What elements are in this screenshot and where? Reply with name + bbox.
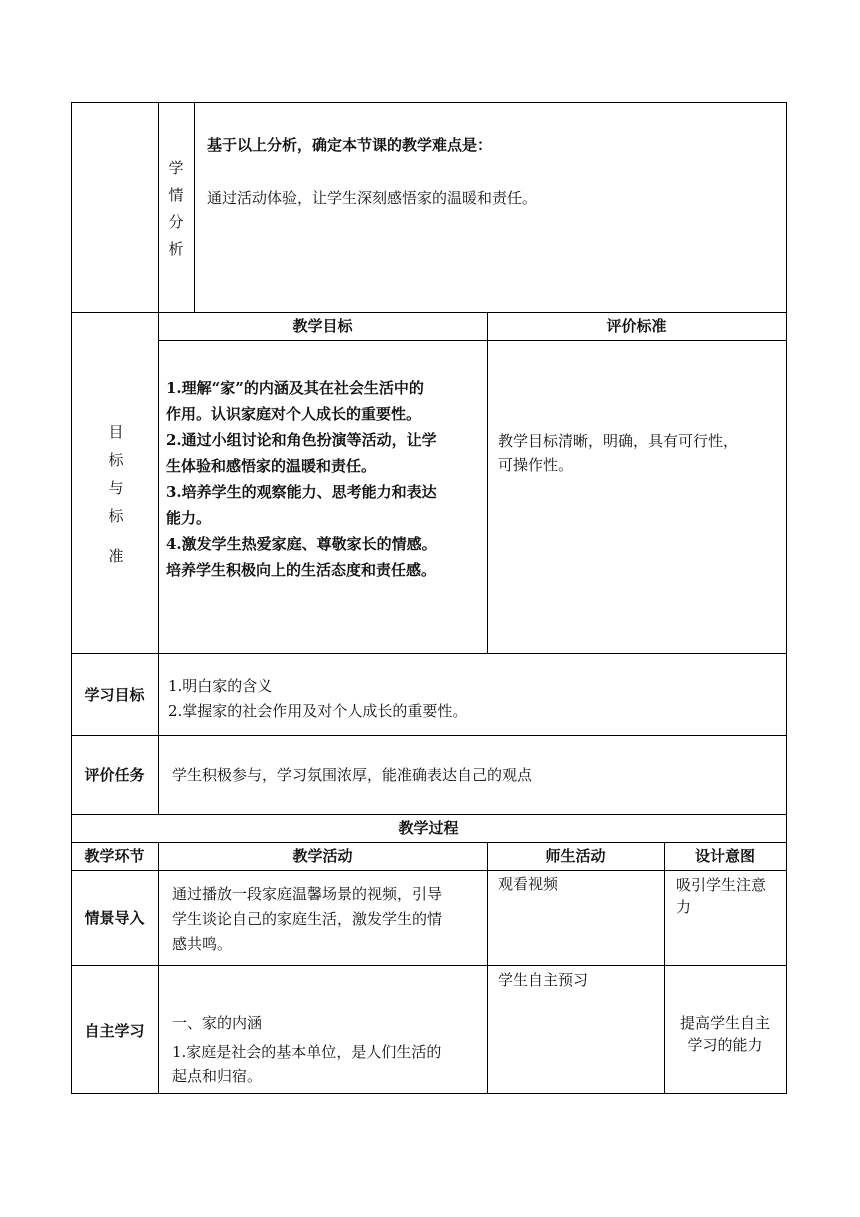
goal-line: 生体验和感悟家的温暖和责任。 <box>166 457 377 475</box>
row-activity <box>172 1011 441 1088</box>
learning-line: 1.明白家的含义 <box>168 677 273 695</box>
header-stage: 教学环节 <box>84 847 145 865</box>
row-intent <box>676 874 766 918</box>
row-stage: 自主学习 <box>84 1022 145 1040</box>
row-intent <box>664 1012 786 1056</box>
standard-column-header: 评价标准 <box>606 317 667 335</box>
activity-line: 一、家的内涵 <box>172 1014 263 1032</box>
activity-line: 感共鸣。 <box>172 935 233 953</box>
learning-label: 学习目标 <box>84 686 145 704</box>
intent-line: 学习的能力 <box>687 1036 763 1054</box>
vertical-char: 与 <box>108 479 124 497</box>
vertical-char: 情 <box>168 186 184 204</box>
process-title: 教学过程 <box>398 819 459 837</box>
goal-line: 培养学生积极向上的生活态度和责任感。 <box>166 561 437 579</box>
learning-line: 2.掌握家的社会作用及对个人成长的重要性。 <box>168 702 468 720</box>
evaluation-text: 学生积极参与，学习氛围浓厚，能准确表达自己的观点 <box>172 766 533 784</box>
intent-line: 吸引学生注意 <box>676 876 767 894</box>
activity-line: 通过播放一段家庭温馨场景的视频，引导 <box>172 885 443 903</box>
goal-line: 能力。 <box>166 509 212 527</box>
vertical-char: 分 <box>168 213 184 231</box>
header-intent: 设计意图 <box>694 847 755 865</box>
goal-line: 4.激发学生热爱家庭、尊敬家长的情感。 <box>166 535 437 553</box>
vertical-char: 标 <box>108 507 124 525</box>
row-activity <box>172 882 442 957</box>
intent-line: 提高学生自主 <box>679 1014 770 1032</box>
header-activity: 教学活动 <box>292 847 353 865</box>
header-teacher-student: 师生活动 <box>545 847 606 865</box>
goals-column-header: 教学目标 <box>292 317 353 335</box>
standard-line: 可操作性。 <box>498 456 574 474</box>
row-teacher-student: 学生自主预习 <box>498 971 589 989</box>
goal-lines <box>166 375 437 583</box>
standard-line: 教学目标清晰，明确，具有可行性， <box>498 432 739 450</box>
standard-lines <box>498 429 738 477</box>
learning-lines <box>168 674 467 724</box>
situation-text: 通过活动体验，让学生深刻感悟家的温暖和责任。 <box>207 189 538 207</box>
activity-line: 学生谈论自己的家庭生活，激发学生的情 <box>172 910 443 928</box>
vertical-char: 目 <box>108 423 124 441</box>
row-teacher-student: 观看视频 <box>498 875 559 893</box>
row-stage: 情景导入 <box>84 909 145 927</box>
goal-line: 1.理解“家”的内涵及其在社会生活中的 <box>166 379 424 397</box>
situation-vertical-label <box>166 155 186 263</box>
intent-line: 力 <box>676 898 692 916</box>
goal-line: 3.培养学生的观察能力、思考能力和表达 <box>166 483 437 501</box>
evaluation-label: 评价任务 <box>84 766 145 784</box>
vertical-char: 学 <box>168 159 184 177</box>
goal-line: 2.通过小组讨论和角色扮演等活动，让学 <box>166 431 437 449</box>
vertical-char: 准 <box>108 547 124 565</box>
vertical-char: 标 <box>108 451 124 469</box>
situation-heading: 基于以上分析，确定本节课的教学难点是： <box>207 136 493 154</box>
activity-line: 1.家庭是社会的基本单位，是人们生活的 <box>172 1043 442 1061</box>
vertical-char: 析 <box>168 240 184 258</box>
goals-vertical-label <box>106 418 126 570</box>
goal-line: 作用。认识家庭对个人成长的重要性。 <box>166 405 422 423</box>
activity-line: 起点和归宿。 <box>172 1067 263 1085</box>
